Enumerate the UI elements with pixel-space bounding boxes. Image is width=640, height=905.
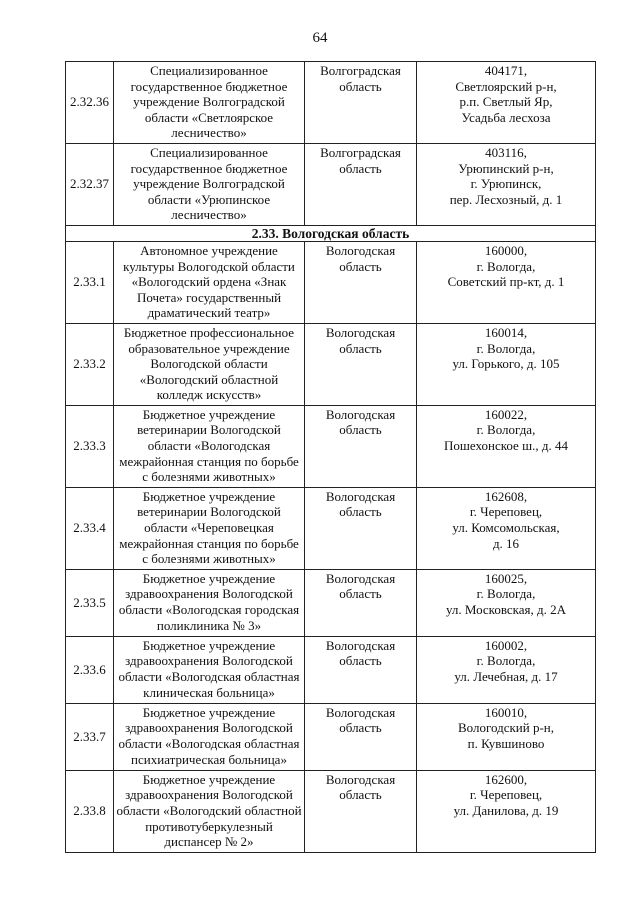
institution-name-line: области «Урюпинское [147, 191, 271, 207]
institution-name-line: области «Вологодская областная [118, 669, 300, 684]
institution-name-line: противотуберкулезный [145, 818, 273, 834]
region-line: Вологодская [325, 570, 396, 586]
institution-name-line: ветеринарии Вологодской [137, 504, 281, 520]
region-line: область [339, 340, 382, 356]
institution-name-line: государственное бюджетное [130, 78, 288, 94]
address-line: Светлоярский р-н, [455, 78, 557, 94]
row-number: 2.33.4 [66, 487, 114, 569]
row-number: 2.33.3 [66, 405, 114, 487]
address-line: 160022, [484, 406, 528, 422]
institution-name-line: психиатрическая больница» [131, 751, 287, 767]
institution-name-line: драматический театр» [147, 305, 271, 321]
row-number: 2.33.2 [66, 323, 114, 405]
institution-name-line: с болезнями животных» [142, 551, 276, 567]
address-line: 160025, [484, 570, 528, 586]
address-line: 160010, [484, 704, 528, 720]
address-line: г. Вологда, [476, 258, 536, 274]
institution-name-line: здравоохранения Вологодской [125, 720, 293, 736]
address-line: Усадьба лесхоза [461, 109, 551, 125]
table-row [66, 241, 596, 323]
address-cell [417, 323, 596, 405]
region-cell [305, 241, 417, 323]
institution-name-line: Автономное учреждение [140, 242, 278, 258]
address-line: Пошехонское ш., д. 44 [444, 438, 568, 454]
table-row [66, 143, 596, 225]
address-line: 160014, [484, 324, 528, 340]
region-cell [305, 405, 417, 487]
institution-name-line: поликлиника № 3» [156, 617, 262, 633]
institution-name-line: межрайонная станция по борьбе [119, 453, 299, 469]
address-line: 162600, [484, 771, 528, 787]
region-cell [305, 569, 417, 636]
region-line: область [339, 586, 382, 602]
row-number: 2.33.8 [66, 770, 114, 852]
institution-name-line: области «Вологодский областной [116, 803, 302, 818]
address-cell [417, 703, 596, 770]
institution-name-line: Бюджетное учреждение [142, 771, 276, 787]
table-row [66, 703, 596, 770]
institution-name-line: Бюджетное учреждение [142, 704, 276, 720]
address-line: ул. Лечебная, д. 17 [454, 669, 558, 684]
region-line: Вологодская [325, 637, 396, 653]
address-cell [417, 241, 596, 323]
table-body [66, 62, 596, 853]
institution-name-line: Вологодской области [150, 356, 268, 372]
institution-name-line: области «Вологодская областная [118, 736, 300, 751]
address-line: п. Кувшиново [467, 736, 545, 751]
institution-name-line: «Вологодский областной [139, 371, 279, 387]
address-cell [417, 569, 596, 636]
address-line: 162608, [484, 488, 528, 504]
institution-name-line: клиническая больница» [143, 684, 275, 700]
table-row [66, 323, 596, 405]
address-line: Вологодский р-н, [457, 720, 555, 736]
address-line: ул. Горького, д. 105 [452, 356, 560, 372]
institution-name-cell [114, 770, 305, 852]
region-cell [305, 703, 417, 770]
institution-name-line: области «Вологодская городская [118, 602, 300, 617]
region-line: область [339, 78, 382, 94]
address-line: Урюпинский р-н, [458, 160, 554, 176]
institution-name-line: Бюджетное профессиональное [123, 324, 295, 340]
institution-name-line: Бюджетное учреждение [142, 406, 276, 422]
institution-name-line: Специализированное [150, 144, 268, 160]
institution-name-line: ветеринарии Вологодской [137, 422, 281, 438]
region-line: область [339, 422, 382, 438]
region-line: область [339, 258, 382, 274]
institution-name-cell [114, 143, 305, 225]
region-line: Вологодская [325, 406, 396, 422]
table-row [66, 405, 596, 487]
institution-name-line: лесничество» [171, 125, 247, 141]
table-row [66, 569, 596, 636]
address-line: г. Вологда, [476, 653, 536, 669]
address-cell [417, 636, 596, 703]
institution-name-line: с болезнями животных» [142, 469, 276, 485]
institution-name-line: «Вологодский ордена «Знак [131, 274, 287, 290]
institution-name-line: Бюджетное учреждение [142, 488, 276, 504]
region-cell [305, 143, 417, 225]
registry-table [65, 61, 596, 853]
institution-name-line: колледж искусств» [156, 387, 262, 403]
address-line: ул. Комсомольская, [452, 520, 560, 536]
address-line: 404171, [484, 63, 528, 78]
address-cell [417, 143, 596, 225]
address-line: г. Вологда, [476, 340, 536, 356]
institution-name-line: учреждение Волгоградской [133, 94, 285, 110]
address-line: г. Урюпинск, [470, 176, 542, 192]
region-line: Вологодская [325, 242, 396, 258]
page-number: 64 [312, 30, 328, 46]
region-cell [305, 323, 417, 405]
row-number: 2.33.6 [66, 636, 114, 703]
institution-name-line: государственное бюджетное [130, 160, 288, 176]
institution-name-line: культуры Вологодской области [123, 258, 295, 274]
address-line: г. Череповец, [469, 504, 543, 520]
row-number: 2.33.7 [66, 703, 114, 770]
table-row [66, 487, 596, 569]
address-line: 160002, [484, 637, 528, 653]
institution-name-cell [114, 323, 305, 405]
institution-name-line: учреждение Волгоградской [133, 176, 285, 192]
address-line: 160000, [484, 242, 528, 258]
region-line: Вологодская [325, 324, 396, 340]
institution-name-line: Специализированное [150, 63, 268, 78]
institution-name-line: области «Череповецкая [144, 520, 274, 536]
region-line: область [339, 720, 382, 736]
row-number: 2.32.37 [66, 143, 114, 225]
institution-name-cell [114, 636, 305, 703]
institution-name-line: здравоохранения Вологодской [125, 653, 293, 669]
region-line: Волгоградская [320, 144, 401, 160]
region-line: Вологодская [325, 488, 396, 504]
section-header-row [66, 225, 596, 241]
table-row [66, 636, 596, 703]
section-title: 2.33. Вологодская область [66, 225, 596, 241]
address-line: ул. Московская, д. 2А [445, 602, 567, 617]
address-line: г. Вологда, [476, 586, 536, 602]
address-line: Советский пр-кт, д. 1 [447, 274, 565, 290]
institution-name-cell [114, 62, 305, 144]
region-line: Вологодская [325, 771, 396, 787]
region-cell [305, 62, 417, 144]
address-line: д. 16 [492, 535, 520, 551]
institution-name-line: здравоохранения Вологодской [125, 787, 293, 803]
institution-name-cell [114, 405, 305, 487]
address-line: пер. Лесхозный, д. 1 [449, 191, 563, 207]
row-number: 2.32.36 [66, 62, 114, 144]
address-line: 403116, [485, 144, 527, 160]
institution-name-line: здравоохранения Вологодской [125, 586, 293, 602]
row-number: 2.33.5 [66, 569, 114, 636]
address-cell [417, 487, 596, 569]
address-line: р.п. Светлый Яр, [459, 94, 553, 110]
address-line: ул. Данилова, д. 19 [453, 803, 559, 818]
institution-name-line: диспансер № 2» [164, 834, 254, 850]
table-row [66, 770, 596, 852]
institution-name-line: Бюджетное учреждение [142, 570, 276, 586]
address-line: г. Вологда, [476, 422, 536, 438]
institution-name-cell [114, 703, 305, 770]
institution-name-line: межрайонная станция по борьбе [119, 535, 299, 551]
region-line: Вологодская [325, 704, 396, 720]
institution-name-cell [114, 241, 305, 323]
institution-name-line: Бюджетное учреждение [142, 637, 276, 653]
address-cell [417, 405, 596, 487]
institution-name-line: лесничество» [171, 207, 247, 223]
region-cell [305, 770, 417, 852]
region-cell [305, 487, 417, 569]
institution-name-line: области «Светлоярское [144, 109, 274, 125]
address-cell [417, 770, 596, 852]
institution-name-cell [114, 487, 305, 569]
region-line: область [339, 160, 382, 176]
institution-name-line: образовательное учреждение [128, 340, 290, 356]
address-line: г. Череповец, [469, 787, 543, 803]
institution-name-cell [114, 569, 305, 636]
institution-name-line: области «Вологодская [147, 438, 271, 454]
region-line: область [339, 787, 382, 803]
address-cell [417, 62, 596, 144]
row-number: 2.33.1 [66, 241, 114, 323]
table-row [66, 62, 596, 144]
region-line: Волгоградская [320, 63, 401, 78]
region-line: область [339, 653, 382, 669]
region-line: область [339, 504, 382, 520]
institution-name-line: Почета» государственный [136, 289, 282, 305]
region-cell [305, 636, 417, 703]
